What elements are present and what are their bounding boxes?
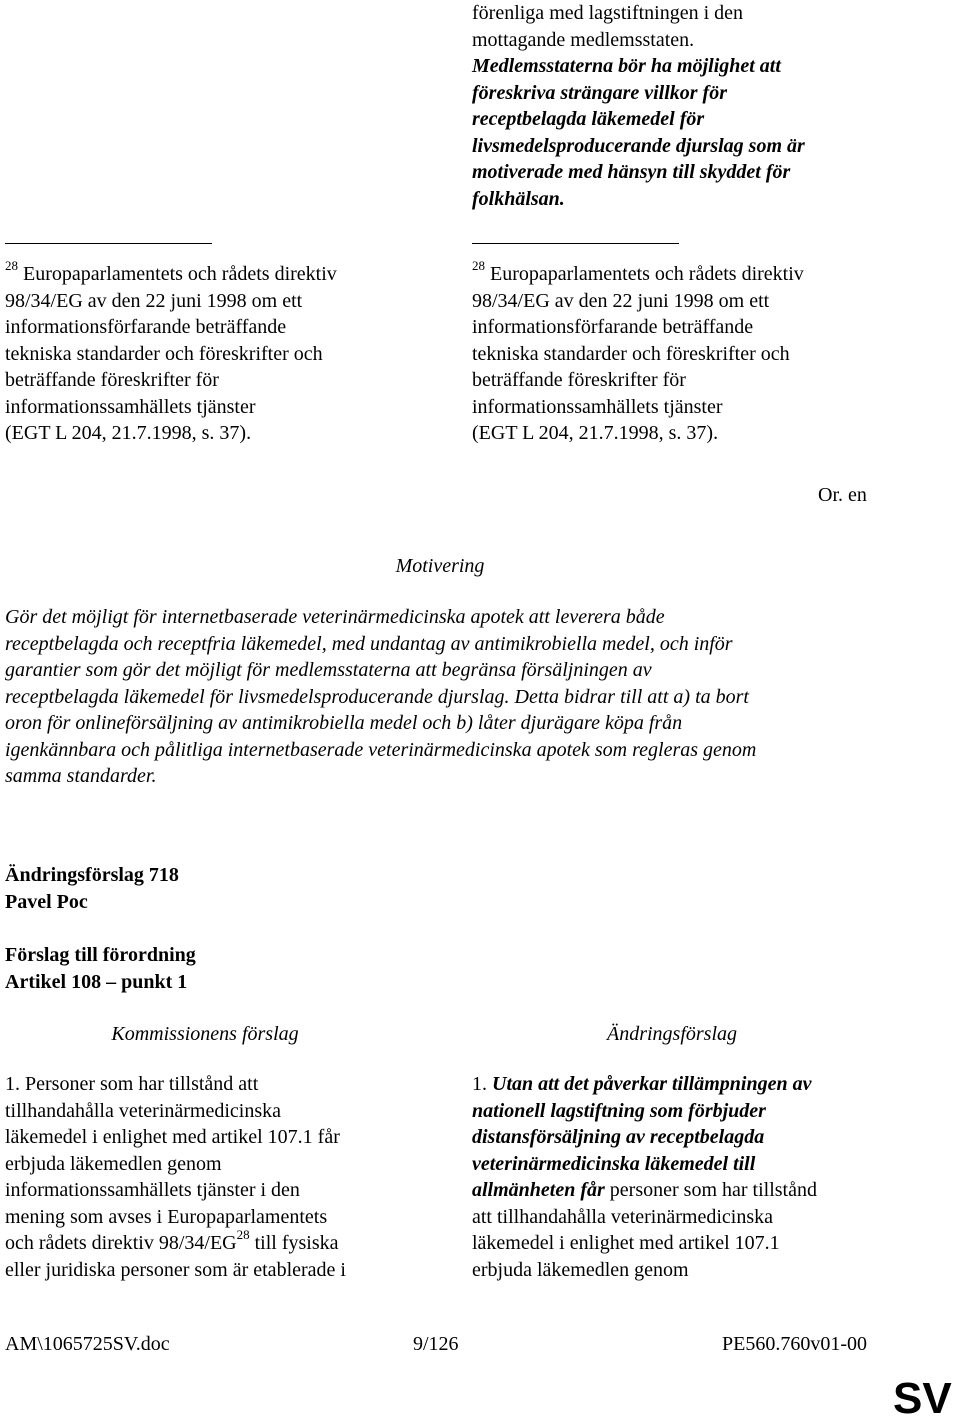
amendment-title: Ändringsförslag 718 — [5, 864, 179, 886]
amendment-line: nationell lagstiftning som förbjuder — [472, 1099, 766, 1122]
justification-line: Gör det möjligt för internetbaserade veterinärmedicinska apotek att leverera både — [5, 606, 665, 628]
footnote-line: informationssamhällets tjänster — [5, 395, 256, 418]
amended-text-line: receptbelagda läkemedel för — [472, 108, 705, 130]
footnote-rule-right — [472, 243, 679, 244]
justification-body — [5, 604, 905, 790]
footnote-line: (EGT L 204, 21.7.1998, s. 37). — [472, 422, 719, 444]
amendment-line: veterinärmedicinska läkemedel till — [472, 1152, 756, 1175]
commission-line: erbjuda läkemedlen genom — [5, 1152, 222, 1175]
justification-line: samma standarder. — [5, 765, 157, 787]
footnote-line: 98/34/EG av den 22 juni 1998 om ett — [5, 289, 303, 312]
text-line: mottagande medlemsstaten. — [472, 28, 695, 51]
amendment-line: allmänheten får personer som har tillstånd — [472, 1179, 817, 1201]
amendment-text — [472, 1071, 952, 1283]
footnote-line: (EGT L 204, 21.7.1998, s. 37). — [5, 422, 252, 444]
justification-line: igenkännbara och pålitliga internetbaserade veterinärmedicinska apotek som regleras genom — [5, 738, 757, 761]
footnote-line: 98/34/EG av den 22 juni 1998 om ett — [472, 289, 770, 312]
column-header-amendment: Ändringsförslag — [606, 1023, 738, 1045]
footnote-line: tekniska standarder och föreskrifter och — [472, 342, 790, 365]
amended-text-line: folkhälsan. — [472, 187, 565, 210]
footnote-right — [472, 258, 952, 447]
amendment-line: att tillhandahålla veterinärmedicinska — [472, 1205, 773, 1228]
justification-line: garantier som gör det möjligt för medlemsstaterna att begränsa försäljningen av — [5, 659, 652, 681]
footnote-line: beträffande föreskrifter för — [472, 369, 686, 391]
footnote-line: informationssamhällets tjänster — [472, 395, 723, 418]
footnote-number: 28 — [472, 258, 485, 274]
justification-line: receptbelagda läkemedel för livsmedelsproducerande djurslag. Detta bidrar till att a) ta bort — [5, 685, 749, 708]
commission-line: informationssamhällets tjänster i den — [5, 1179, 300, 1201]
commission-line: 1. Personer som har tillstånd att — [5, 1073, 259, 1095]
commission-line: läkemedel i enlighet med artikel 107.1 får — [5, 1126, 340, 1148]
footer-doc-ref: AM\1065725SV.doc — [5, 1333, 170, 1355]
footnote-line: $^{28}$ Europaparlamentets och rådets direktiv — [5, 258, 337, 285]
justification-heading: Motivering — [395, 555, 485, 577]
justification-line: receptbelagda och receptfria läkemedel, med undantag av antimikrobiella medel, och inför — [5, 632, 733, 655]
amended-text-line: föreskriva strängare villkor för — [472, 81, 727, 104]
amendment-line: distansförsäljning av receptbelagda — [472, 1126, 765, 1148]
commission-line: och rådets direktiv 98/34/EG$^{28}$ till fysiska — [5, 1227, 339, 1254]
footer-language: SV — [893, 1374, 952, 1423]
amended-text-line: livsmedelsproducerande djurslag som är — [472, 134, 805, 157]
footnote-line: $^{28}$ Europaparlamentets och rådets direktiv — [472, 258, 804, 285]
commission-line: mening som avses i Europaparlamentets — [5, 1205, 328, 1228]
footnote-line: beträffande föreskrifter för — [5, 369, 219, 391]
proposal-reference — [5, 942, 605, 995]
footnote-line: informationsförfarande beträffande — [5, 316, 287, 338]
top-right-paragraph — [472, 0, 952, 212]
footnote-reference: 28 — [236, 1227, 250, 1243]
column-header-commission: Kommissionens förslag — [111, 1023, 299, 1045]
amended-text-line: motiverade med hänsyn till skyddet för — [472, 161, 791, 183]
amendment-author: Pavel Poc — [5, 890, 88, 913]
commission-line: tillhandahålla veterinärmedicinska — [5, 1099, 281, 1122]
amendment-line: erbjuda läkemedlen genom — [472, 1258, 689, 1281]
amendment-line: 1. Utan att det påverkar tillämpningen av — [472, 1073, 812, 1095]
amended-text-line: Medlemsstaterna bör ha möjlighet att — [472, 55, 781, 77]
footnote-left — [5, 258, 445, 447]
commission-line: eller juridiska personer som är etablerade i — [5, 1258, 346, 1281]
justification-line: oron för onlineförsäljning av antimikrobiella medel och b) låter djurägare köpa från — [5, 712, 683, 734]
article-reference: Artikel 108 – punkt 1 — [5, 970, 188, 993]
footnote-line: informationsförfarande beträffande — [472, 316, 754, 338]
text-line: förenliga med lagstiftningen i den — [472, 2, 744, 24]
original-language: Or. en — [818, 484, 867, 506]
footnote-line: tekniska standarder och föreskrifter och — [5, 342, 323, 365]
footnote-number: 28 — [5, 258, 18, 274]
footnote-rule-left — [5, 243, 212, 244]
commission-text — [5, 1071, 445, 1283]
footer-pe-ref: PE560.760v01-00 — [722, 1333, 867, 1355]
footer-page-number: 9/126 — [413, 1333, 459, 1355]
amendment-line: läkemedel i enlighet med artikel 107.1 — [472, 1232, 780, 1254]
proposal-title: Förslag till förordning — [5, 944, 196, 966]
amendment-header — [5, 862, 605, 915]
